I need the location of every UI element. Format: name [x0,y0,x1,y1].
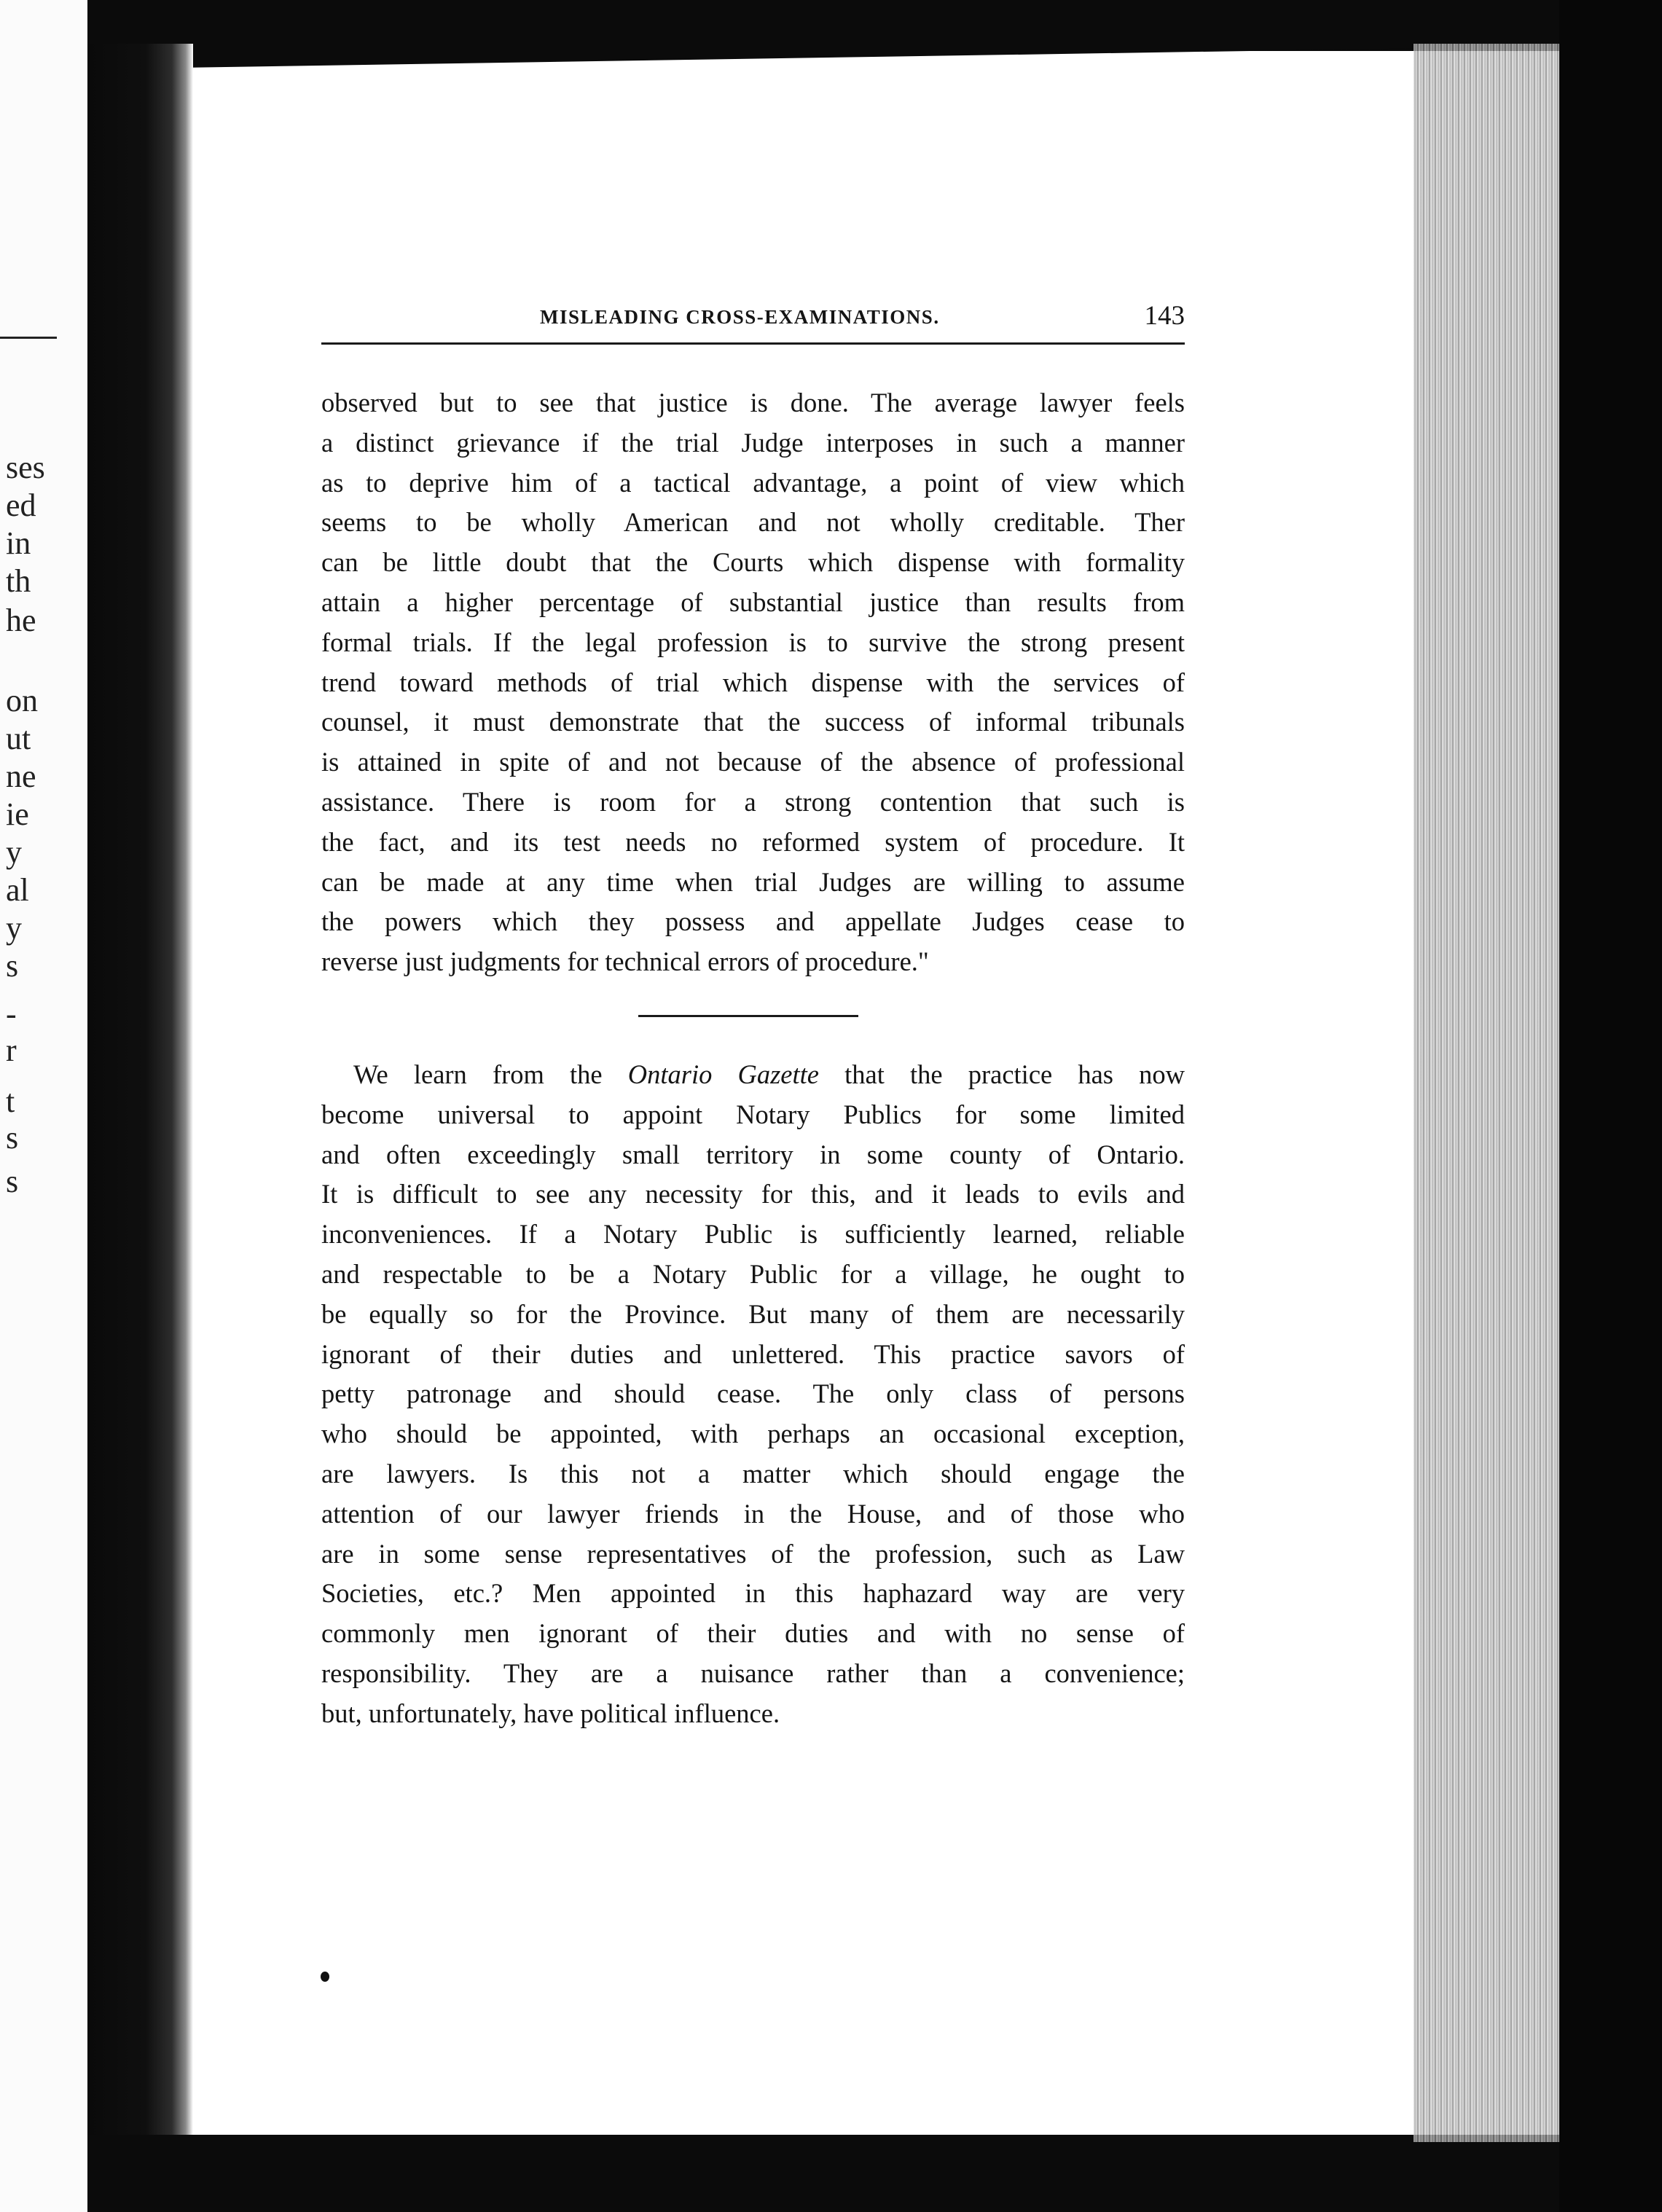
facing-page-fragment: ie [6,796,29,832]
text-line: can be little doubt that the Courts which dispense with formality [321,547,1185,578]
text-line: ignorant of their duties and unlettered. This practice savors of [321,1338,1185,1369]
text-line: Societies, etc.? Men appointed in this haphazard way are very [321,1578,1185,1609]
text-line: are in some sense representatives of the profession, such as Law [321,1538,1185,1569]
facing-page-fragment: - [6,996,17,1032]
scan-border-left [87,44,193,2212]
text-line: commonly men ignorant of their duties and with no sense of [321,1618,1185,1649]
text-line: can be made at any time when trial Judges are willing to assume [321,866,1185,897]
ink-speck [321,1972,329,1982]
facing-page-fragment: y [6,834,22,870]
facing-page-fragment: s [6,1120,19,1156]
text-line: assistance. There is room for a strong contention that such is [321,786,1185,817]
text-line: trend toward methods of trial which dispense with the services of [321,667,1185,697]
text-line: and respectable to be a Notary Public for a village, he ought to [321,1258,1185,1289]
text-line: It is difficult to see any necessity for this, and it leads to evils and [321,1179,1185,1209]
paragraph-notary-publics [321,1055,1185,1734]
text-line: formal trials. If the legal profession is to survive the strong present [321,627,1185,657]
text-span: that the practice has now [844,1059,1185,1089]
running-head [321,296,1185,340]
text-line: observed but to see that justice is done. The average lawyer feels [321,388,1185,417]
section-separator [638,1015,858,1017]
text-line: inconveniences. If a Notary Public is sufficiently learned, reliable [321,1219,1185,1250]
facing-page-fragment: al [6,872,29,908]
text-line: seems to be wholly American and not wholly creditable. Ther [321,507,1185,538]
text-line: who should be appointed, with perhaps an occasional exception, [321,1419,1185,1449]
text-line: reverse just judgments for technical errors of procedure." [321,946,929,977]
page-number: 143 [1144,301,1185,331]
facing-page-fragment: ed [6,487,36,523]
facing-page-fragment: t [6,1083,15,1119]
facing-page-fragment: ne [6,758,36,794]
page-block-edge [1414,44,1559,2142]
header-rule [321,342,1185,345]
running-title: MISLEADING CROSS-EXAMINATIONS. [540,306,940,328]
facing-page-rule [0,337,57,339]
scan-border-bottom [87,2135,1662,2212]
text-line: be equally so for the Province. But many of them are necessarily [321,1298,1185,1329]
facing-page-fragment: ses [6,450,45,485]
text-span: We learn from the [353,1059,603,1089]
scan-border-right [1559,0,1662,2212]
facing-page-fragment: th [6,563,31,599]
text-line: is attained in spite of and not because of the absence of professional [321,747,1185,777]
facing-page-fragment: s [6,948,19,984]
text-line: attain a higher percentage of substantial justice than results from [321,587,1185,617]
publication-title: Ontario Gazette [627,1059,819,1089]
text-line: responsibility. They are a nuisance rather than a convenience; [321,1658,1185,1688]
text-line: the powers which they possess and appellate Judges cease to [321,906,1185,937]
paragraph-quotation-continuation [321,383,1185,982]
facing-page-fragment: on [6,683,38,718]
text-line: as to deprive him of a tactical advantage, a point of view which [321,467,1185,498]
text-line: the fact, and its test needs no reformed system of procedure. It [321,826,1185,857]
facing-page-fragment: r [6,1032,17,1068]
facing-page-fragment: ut [6,721,31,756]
text-line: attention of our lawyer friends in the House, and of those who [321,1498,1185,1529]
text-line: and often exceedingly small territory in some county of Ontario. [321,1139,1185,1169]
text-line: counsel, it must demonstrate that the success of informal tribunals [321,707,1185,737]
text-line: a distinct grievance if the trial Judge interposes in such a manner [321,427,1185,458]
text-line: petty patronage and should cease. The only class of persons [321,1378,1185,1409]
facing-page-fragment: he [6,603,36,638]
text-line [321,1055,1185,1095]
text-line: but, unfortunately, have political influence. [321,1698,780,1728]
facing-page-fragment: y [6,910,22,946]
text-line: become universal to appoint Notary Publics for some limited [321,1099,1185,1129]
facing-page-fragment: in [6,525,31,561]
text-line: are lawyers. Is this not a matter which should engage the [321,1458,1185,1489]
facing-page-fragment: s [6,1164,19,1199]
